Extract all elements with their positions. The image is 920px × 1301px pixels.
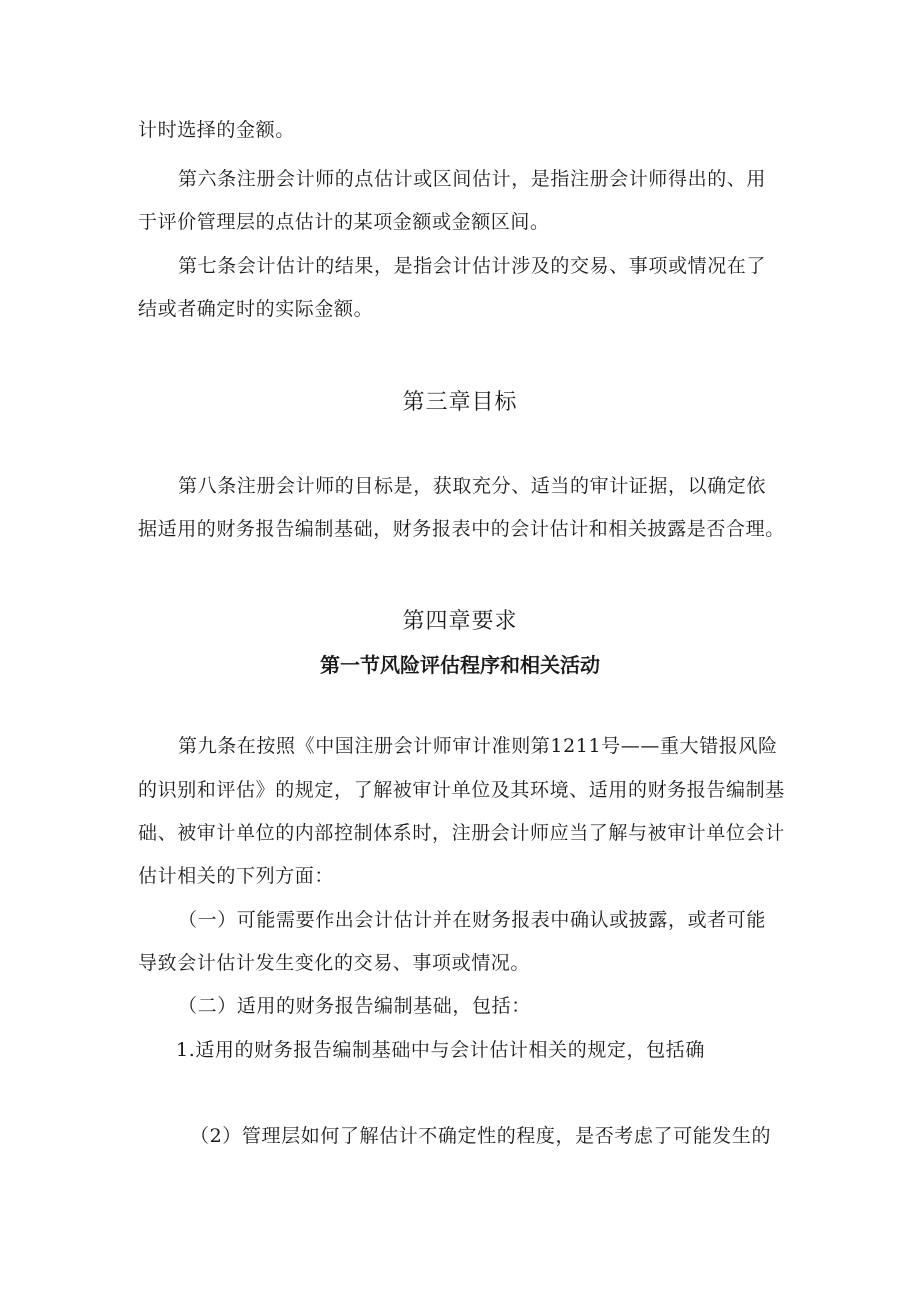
paragraph-line: 计时选择的金额。 bbox=[138, 119, 295, 141]
article-8-line: 据适用的财务报告编制基础，财务报表中的会计估计和相关披露是否合理。 bbox=[138, 518, 785, 540]
article-9-line: 第九条在按照《中国注册会计师审计准则第1211号——重大错报风险 bbox=[178, 735, 778, 757]
item-2-line: （二）适用的财务报告编制基础，包括： bbox=[178, 995, 531, 1017]
article-9-line: 础、被审计单位的内部控制体系时，注册会计师应当了解与被审计单位会计 bbox=[138, 822, 785, 844]
article-8-line: 第八条注册会计师的目标是，获取充分、适当的审计证据，以确定依 bbox=[178, 475, 767, 497]
article-6-line: 于评价管理层的点估计的某项金额或金额区间。 bbox=[138, 211, 550, 233]
article-7-line: 第七条会计估计的结果，是指会计估计涉及的交易、事项或情况在了 bbox=[178, 255, 767, 277]
item-1-line: （一）可能需要作出会计估计并在财务报表中确认或披露，或者可能 bbox=[178, 909, 767, 931]
article-9-line: 的识别和评估》的规定，了解被审计单位及其环境、适用的财务报告编制基 bbox=[138, 779, 785, 801]
section-1-heading: 第一节风险评估程序和相关活动 bbox=[320, 653, 600, 677]
item-1-line: 导致会计估计发生变化的交易、事项或情况。 bbox=[138, 952, 531, 974]
article-6-line: 第六条注册会计师的点估计或区间估计，是指注册会计师得出的、用 bbox=[178, 168, 767, 190]
chapter-3-heading: 第三章目标 bbox=[402, 390, 518, 415]
article-7-line: 结或者确定时的实际金额。 bbox=[138, 298, 374, 320]
sub-item-1-line: 1.适用的财务报告编制基础中与会计估计相关的规定，包括确 bbox=[176, 1039, 705, 1061]
article-9-line: 估计相关的下列方面： bbox=[138, 865, 335, 887]
sub-item-2-line: （2）管理层如何了解估计不确定性的程度，是否考虑了可能发生的 bbox=[190, 1125, 772, 1147]
chapter-4-heading: 第四章要求 bbox=[402, 609, 518, 634]
